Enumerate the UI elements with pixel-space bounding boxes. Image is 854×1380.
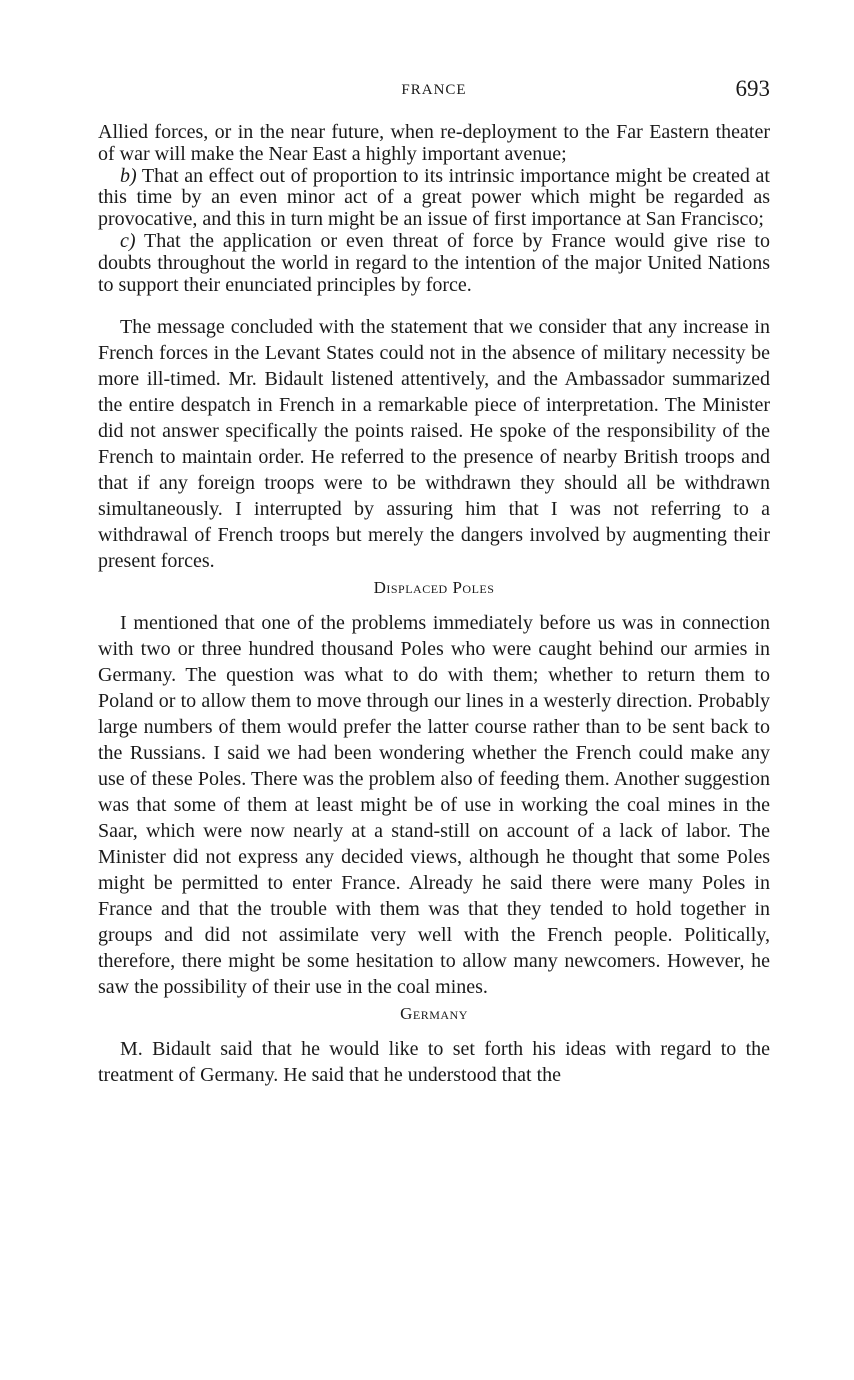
page-header [98, 76, 770, 106]
paragraph-displaced-poles: I mentioned that one of the problems immediately before us was in connection with two or three hundred thousand Poles who were caught behind our armies in Germany. The question was what to do with them; whether to return them to Poland or to allow them to move through our lines in a westerly direction. Probably large numbers of them would prefer the latter course rather than to be sent back to the Russians. I said we had been wondering whether the French could make any use of these Poles. There was the problem also of feeding them. Another suggestion was that some of them at least might be of use in working the coal mines in the Saar, which were now nearly at a stand-still on account of a lack of labor. The Minister did not express any decided views, although he thought that some Poles might be permitted to enter France. Already he said there were many Poles in France and that the trouble with them was that they tended to hold together in groups and did not assimilate very well with the French people. Politically, therefore, there might be some hesitation to allow many newcomers. However, he saw the possibility of their use in the coal mines. [98, 612, 770, 999]
clause-a-continuation [98, 122, 770, 166]
paragraph-germany: M. Bidault said that he would like to set forth his ideas with regard to the treatment of Germany. He said that he understood that the [98, 1038, 770, 1087]
clause-c [98, 231, 770, 296]
clause-text: That the application or even threat of force by France would give rise to doubts throughout the world in regard to the intention of the major United Nations to support their enunciated principles by force. [98, 229, 770, 296]
clause-marker: c) [120, 229, 136, 252]
page-number: 693 [735, 76, 770, 101]
section-heading-germany: Germany [400, 1004, 468, 1024]
section-heading-displaced-poles: Displaced Poles [373, 578, 495, 598]
page-body [98, 122, 770, 1088]
clause-text: Allied forces, or in the near future, when re-deployment to the Far Eastern theater of war will make the Near East a highly important avenue; [98, 121, 770, 165]
clause-b [98, 166, 770, 231]
clause-text: That an effect out of proportion to its intrinsic importance might be created at this time by an even minor act of a great power which might be regarded as provocative, and this in turn might be an issue of first importance at San Francisco; [98, 164, 770, 231]
paragraph-message: The message concluded with the statement that we consider that any increase in French forces in the Levant States could not in the absence of military necessity be more ill-timed. Mr. Bidault listened attentively, and the Ambassador summarized the entire despatch in French in a remarkable piece of interpretation. The Minister did not answer specifically the points raised. He spoke of the responsibility of the French to maintain order. He referred to the presence of nearby British troops and that if any foreign troops were to be withdrawn they should all be withdrawn simultaneously. I interrupted by assuring him that I was not referring to a withdrawal of French troops but merely the dangers involved by augmenting their present forces. [98, 316, 770, 573]
clause-marker: b) [120, 164, 137, 187]
running-head: FRANCE [401, 82, 467, 98]
